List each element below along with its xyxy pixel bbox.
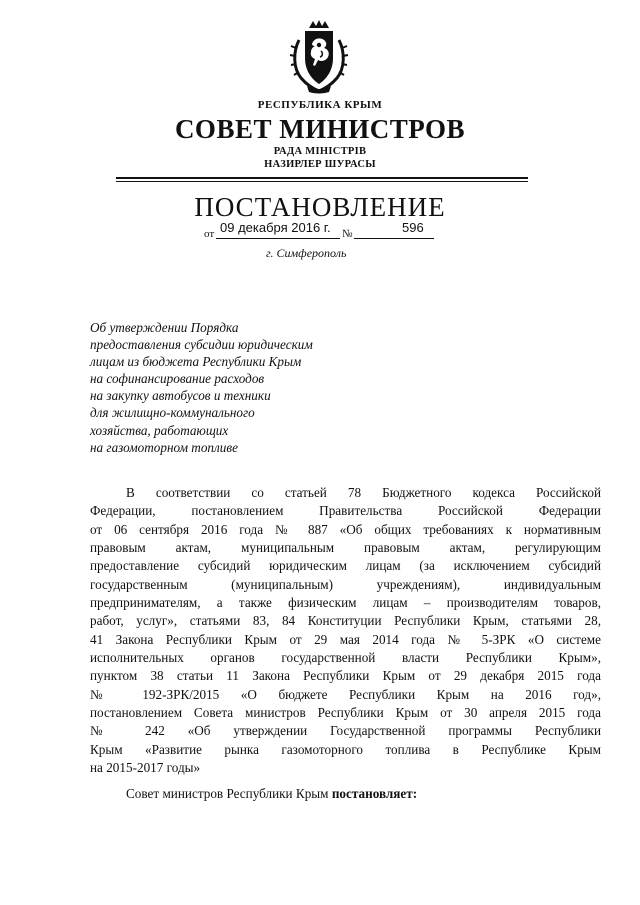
resolution-verb: постановляет:: [331, 786, 418, 801]
crimea-coat-of-arms-icon: [287, 18, 351, 94]
body-line: работ, услуг», статьями 83, 84 Конституции Республики Крым, статьями 28,: [90, 613, 601, 629]
body-line: государственным (муниципальным) учреждениям), индивидуальным: [90, 576, 601, 592]
council-name-crimean-tatar: НАЗИРЛЕР ШУРАСЫ: [264, 159, 376, 170]
resolution-subject: Совет министров Республики Крым: [126, 786, 329, 801]
body-line: постановлением Совета министров Республики Крым от 30 апреля 2015 года: [90, 705, 601, 721]
number-underline: [354, 238, 434, 239]
body-line: исполнительных органов государственной власти Республики Крым»,: [90, 650, 601, 666]
body-line: предпринимателям, а также физическим лицам – производителям товаров,: [90, 595, 601, 611]
title-line: на газомоторном топливе: [90, 439, 238, 455]
republic-name: РЕСПУБЛИКА КРЫМ: [257, 99, 383, 111]
body-line: Федерации, постановлением Правительства Российской Федерации: [90, 503, 601, 519]
body-line: пунктом 38 статьи 11 Закона Республики Крым от 29 декабря 2015 года: [90, 668, 601, 684]
number-label: №: [342, 228, 353, 240]
decree-date: 09 декабря 2016 г.: [220, 220, 331, 235]
title-line: на закупку автобусов и техники: [90, 388, 271, 404]
council-name: СОВЕТ МИНИСТРОВ: [174, 114, 466, 144]
title-line: на софинансирование расходов: [90, 371, 265, 387]
title-line: Об утверждении Порядка: [90, 320, 239, 335]
body-line: на 2015-2017 годы»: [90, 760, 201, 776]
resolution-clause: [126, 786, 417, 802]
title-line: хозяйства, работающих: [90, 422, 229, 438]
body-line: предоставление субсидий юридическим лицам (за исключением субсидий: [90, 558, 601, 574]
preamble-paragraph: [90, 484, 601, 778]
body-line: В соответствии со статьей 78 Бюджетного кодекса Российской: [126, 485, 601, 500]
body-line: Крым «Развитие рынка газомоторного топлива в Республике Крым: [90, 741, 601, 757]
body-line: 41 Закона Республики Крым от 29 мая 2014 года № 5-ЗРК «О системе: [90, 631, 601, 647]
body-line: от 06 сентября 2016 года № 887 «Об общих требованиях к нормативным: [90, 521, 601, 537]
decree-number: 596: [402, 220, 424, 235]
document-type-heading: ПОСТАНОВЛЕНИЕ: [194, 192, 446, 222]
body-line: № 242 «Об утверждении Государственной программы Республики: [90, 723, 601, 739]
council-name-ukrainian: РАДА МІНІСТРІВ: [273, 146, 367, 157]
from-label: от: [204, 228, 215, 240]
decree-title: [90, 319, 410, 456]
body-line: № 192-ЗРК/2015 «О бюджете Республики Крым на 2016 год»,: [90, 686, 601, 702]
date-underline: [216, 238, 340, 239]
header-divider-thin: [116, 181, 528, 182]
title-line: для жилищно-коммунального: [90, 405, 255, 421]
title-line: предоставления субсидии юридическим: [90, 337, 313, 353]
body-line: правовым актам, муниципальным правовым актам, регулирующим: [90, 540, 601, 556]
title-line: лицам из бюджета Республики Крым: [90, 354, 302, 370]
decree-city: г. Симферополь: [266, 246, 347, 260]
header-divider-thick: [116, 177, 528, 179]
